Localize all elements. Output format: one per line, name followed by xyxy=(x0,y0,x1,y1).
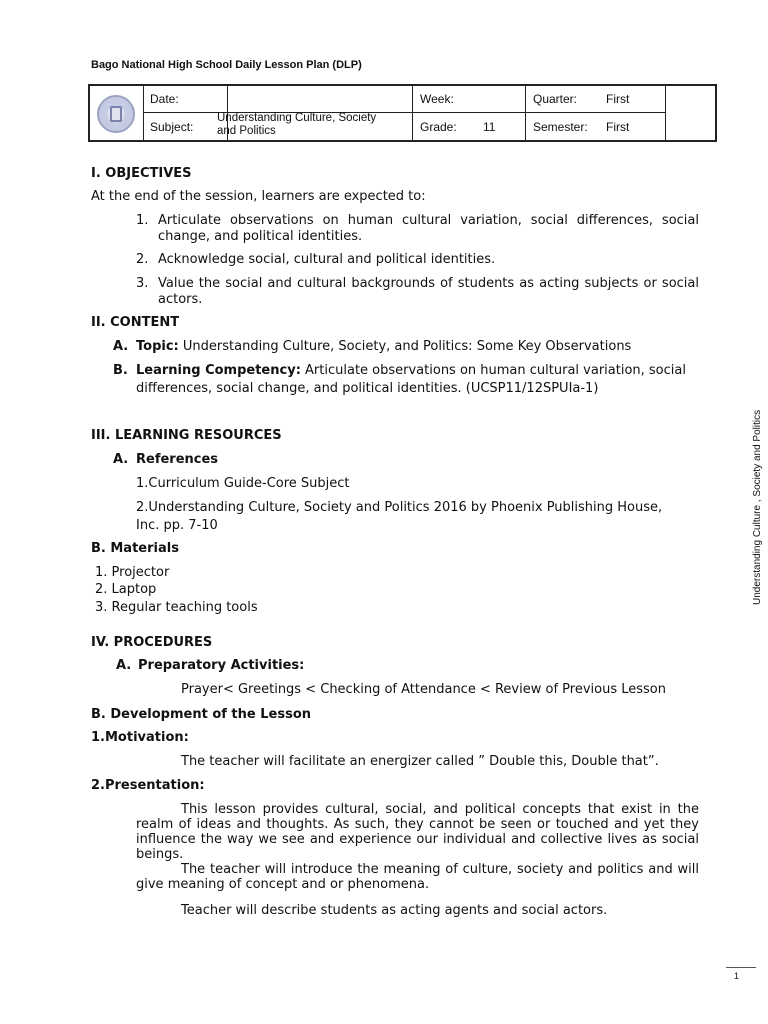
semester-label: Semester: xyxy=(533,120,588,134)
competency-letter: B. xyxy=(113,363,128,378)
header-table xyxy=(88,84,717,142)
presentation-line: Teacher will describe students as acting agents and social actors. xyxy=(181,903,608,918)
material-item: 1. Projector xyxy=(95,565,170,580)
content-heading: II. CONTENT xyxy=(91,315,180,330)
objective-3-line1: Value the social and cultural backgrounds of students as acting subjects or social xyxy=(158,276,699,291)
reference-2-line2: Inc. pp. 7-10 xyxy=(136,518,218,533)
material-item: 2. Laptop xyxy=(95,582,157,597)
topic-text: Understanding Culture, Society, and Politics: Some Key Observations xyxy=(182,339,632,354)
competency-line2: differences, social change, and political identities. (UCSP11/12SPUIa-1) xyxy=(136,381,599,396)
material-item: 3. Regular teaching tools xyxy=(95,600,258,615)
semester-value: First xyxy=(606,120,630,134)
document-title: Bago National High School Daily Lesson Plan (DLP) xyxy=(91,59,362,71)
objective-number: 3. xyxy=(136,276,149,291)
objective-number: 1. xyxy=(136,213,149,228)
topic-label: Topic: xyxy=(136,339,179,354)
topic-letter: A. xyxy=(113,339,129,354)
competency-label: Learning Competency: xyxy=(136,363,301,378)
competency-text: Articulate observations on human cultural variation, social xyxy=(305,363,686,378)
references-letter: A. xyxy=(113,452,129,467)
quarter-label: Quarter: xyxy=(533,92,578,106)
footer-rule xyxy=(726,967,756,968)
objective-number: 2. xyxy=(136,252,149,267)
competency-line1 xyxy=(136,363,686,379)
topic-line xyxy=(136,339,631,355)
presentation-line: This lesson provides cultural, social, and political concepts that exist in the xyxy=(181,802,699,817)
grade-value: 11 xyxy=(483,120,496,134)
date-label: Date: xyxy=(150,92,179,106)
presentation-line: beings. xyxy=(136,847,184,862)
objective-1-line2: change, and political identities. xyxy=(158,229,363,244)
procedures-heading: IV. PROCEDURES xyxy=(91,635,213,650)
preparatory-label: Preparatory Activities: xyxy=(138,658,305,673)
page-number: 1 xyxy=(734,971,740,981)
objectives-heading: I. OBJECTIVES xyxy=(91,166,192,181)
resources-heading: III. LEARNING RESOURCES xyxy=(91,428,282,443)
objectives-intro: At the end of the session, learners are expected to: xyxy=(91,189,426,204)
objective-2: Acknowledge social, cultural and political identities. xyxy=(158,252,496,267)
development-heading: B. Development of the Lesson xyxy=(91,707,312,722)
reference-2-line1: 2.Understanding Culture, Society and Politics 2016 by Phoenix Publishing House, xyxy=(136,500,663,515)
quarter-value: First xyxy=(606,92,630,106)
motivation-text: The teacher will facilitate an energizer called ” Double this, Double that”. xyxy=(181,754,659,769)
presentation-line: realm of ideas and thoughts. As such, they cannot be seen or touched and yet they xyxy=(136,817,699,832)
week-label: Week: xyxy=(420,92,454,106)
presentation-line: The teacher will introduce the meaning of culture, society and politics and will xyxy=(181,862,699,877)
references-label: References xyxy=(136,452,219,467)
subject-value: Understanding Culture, Society and Politics xyxy=(217,112,377,137)
subject-label: Subject: xyxy=(150,120,194,134)
presentation-label: 2.Presentation: xyxy=(91,778,205,793)
objective-3-line2: actors. xyxy=(158,292,203,307)
materials-heading: B. Materials xyxy=(91,541,179,556)
reference-1: 1.Curriculum Guide-Core Subject xyxy=(136,476,350,491)
objective-1-line1: Articulate observations on human cultural variation, social differences, social xyxy=(158,213,699,228)
deped-seal-icon xyxy=(97,95,135,133)
preparatory-letter: A. xyxy=(116,658,132,673)
grade-label: Grade: xyxy=(420,120,457,134)
side-running-title: Understanding Culture , Society and Politics xyxy=(752,409,763,605)
presentation-line: give meaning of concept and or phenomena. xyxy=(136,877,430,892)
motivation-label: 1.Motivation: xyxy=(91,730,189,745)
presentation-line: influence the way we see and experience our individual and collective lives as social xyxy=(136,832,699,847)
preparatory-text: Prayer< Greetings < Checking of Attendance < Review of Previous Lesson xyxy=(181,682,666,697)
